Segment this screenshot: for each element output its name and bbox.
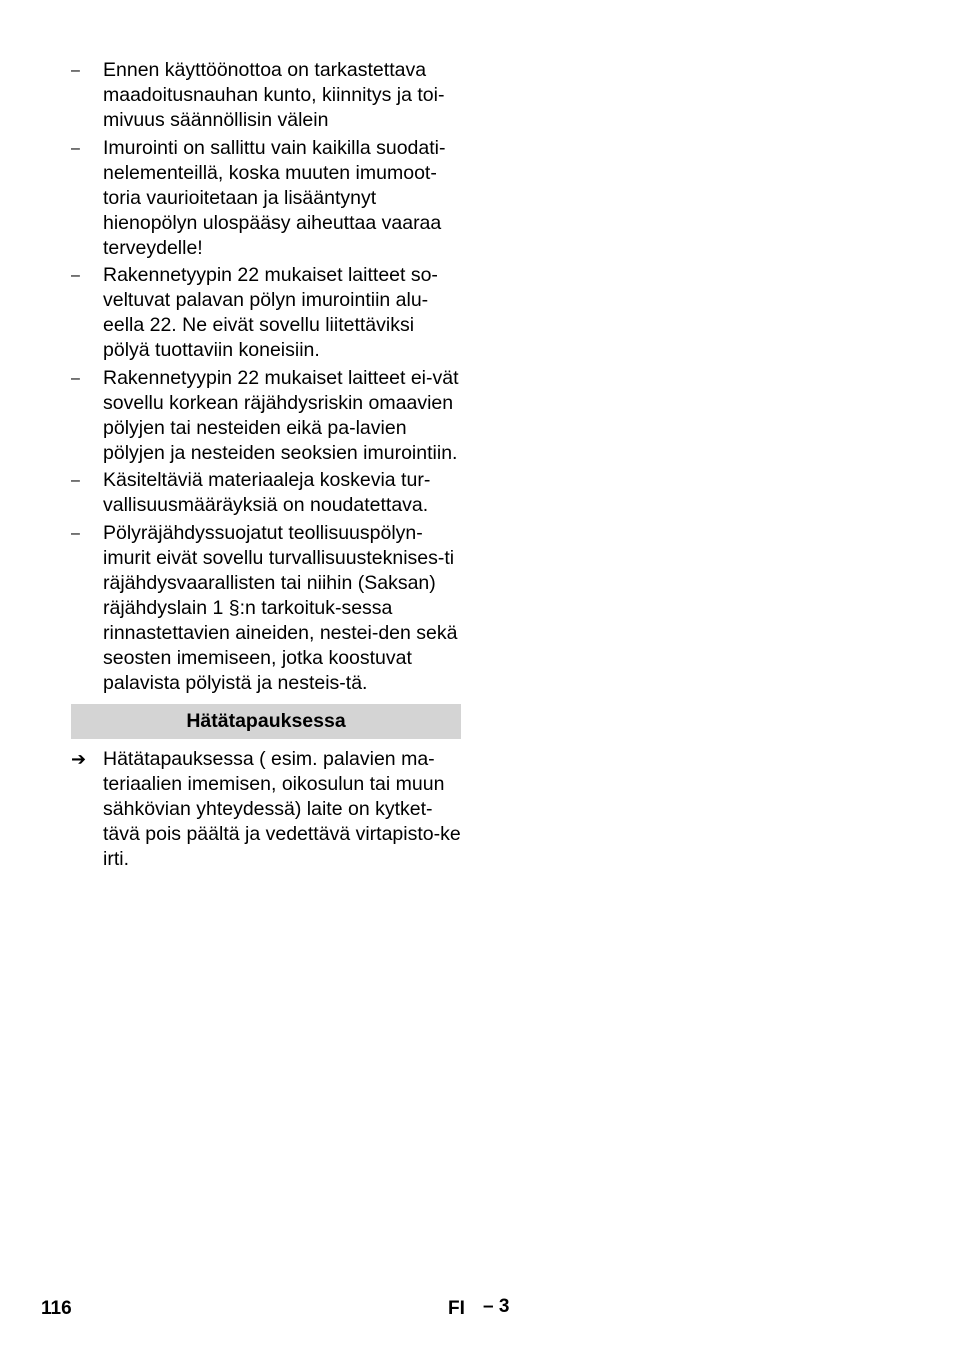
list-item-text: Käsiteltäviä materiaaleja koskevia tur-vallisuusmääräyksiä on noudatettava. — [103, 469, 431, 516]
sub-page-number: – 3 — [483, 1296, 510, 1317]
list-item-text: Pölyräjähdyssuojatut teollisuuspölyn-imurit eivät sovellu turvallisuusteknises-ti räjähdysvaarallisten tai niihin (Saksan) räjähdyslain 1 §:n tarkoituk-sessa rinnastettavien aineiden, nestei-den sekä seosten imemiseen, jotka koostuvat palavista pölyistä ja nesteis-tä. — [103, 521, 458, 694]
safety-list — [71, 58, 461, 696]
list-item — [71, 58, 461, 133]
dash-bullet: – — [71, 472, 80, 489]
dash-bullet: – — [71, 139, 80, 157]
language-code: FI — [448, 1298, 465, 1319]
list-item-text: Ennen käyttöönottoa on tarkastettava maadoitusnauhan kunto, kiinnitys ja toi-mivuus säännöllisin välein — [103, 59, 445, 131]
dash-bullet: – — [71, 62, 80, 79]
instruction-text: Hätätapauksessa ( esim. palavien ma-teriaalien imemisen, oikosulun tai muun sähkövian yhteydessä) laite on kytket-tävä pois päältä ja vedettävä virtapisto-ke irti. — [103, 747, 461, 870]
page-number: 116 — [41, 1298, 72, 1319]
list-item — [71, 263, 461, 363]
main-column — [71, 58, 461, 872]
dash-bullet: – — [71, 524, 80, 542]
dash-bullet: – — [71, 369, 80, 387]
list-item — [71, 521, 461, 696]
list-item — [71, 136, 461, 261]
list-item-text: Rakennetyypin 22 mukaiset laitteet so-veltuvat palavan pölyn imurointiin alu-eella 22. Ne eivät sovellu liitettäviksi pölyä tuottaviin koneisiin. — [103, 264, 438, 361]
list-item — [71, 468, 461, 518]
arrow-right-icon: ➔ — [71, 748, 87, 769]
list-item-text: Rakennetyypin 22 mukaiset laitteet ei-vät sovellu korkean räjähdysriskin omaavien pölyjen tai nesteiden eikä pa-lavien pölyjen ja nesteiden seoksien imurointiin. — [103, 366, 459, 464]
instruction-item — [71, 747, 461, 872]
list-item — [71, 366, 461, 466]
list-item-text: Imurointi on sallittu vain kaikilla suodati-nelementeillä, koska muuten imumoot-toria vaurioitetaan ja lisääntynyt hienopölyn ulospääsy aiheuttaa vaaraa terveydelle! — [103, 136, 446, 259]
section-heading: Hätätapauksessa — [71, 704, 461, 739]
dash-bullet: – — [71, 267, 80, 284]
